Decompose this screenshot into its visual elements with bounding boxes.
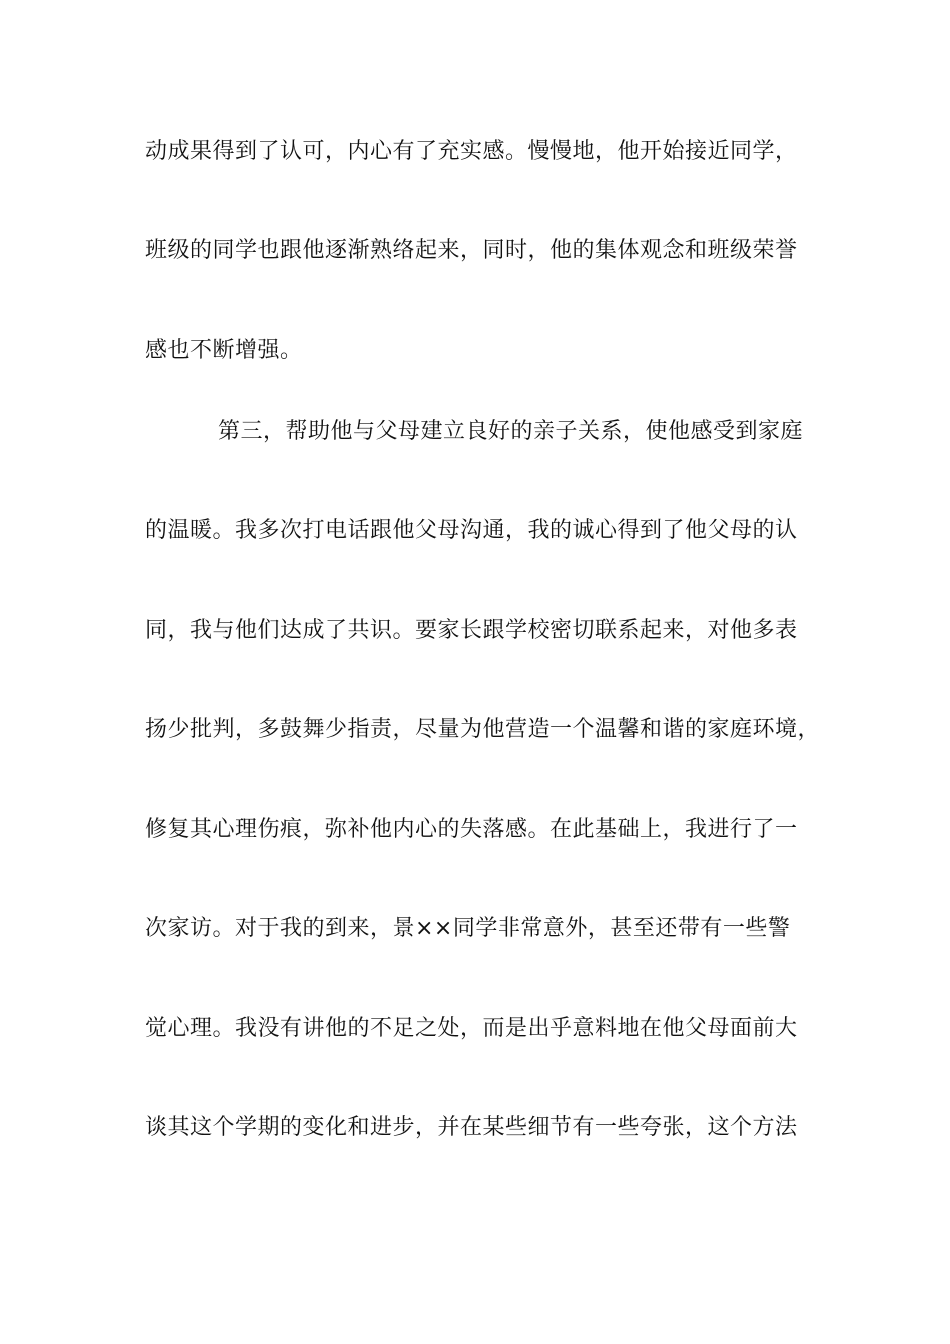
text-line-5: 的温暖。我多次打电话跟他父母沟通，我的诚心得到了他父母的认 <box>145 518 798 543</box>
text-line-1: 动成果得到了认可，内心有了充实感。慢慢地，他开始接近同学， <box>145 139 798 164</box>
text-line-11: 谈其这个学期的变化和进步，并在某些细节有一些夸张，这个方法 <box>145 1115 798 1140</box>
text-line-8: 修复其心理伤痕，弥补他内心的失落感。在此基础上，我进行了一 <box>145 817 798 842</box>
text-line-6: 同，我与他们达成了共识。要家长跟学校密切联系起来，对他多表 <box>145 618 798 643</box>
text-line-9: 次家访。对于我的到来，景××同学非常意外，甚至还带有一些警 <box>145 916 791 941</box>
text-line-7: 扬少批判，多鼓舞少指责，尽量为他营造一个温馨和谐的家庭环境， <box>145 717 821 742</box>
text-line-3: 感也不断增强。 <box>145 338 303 363</box>
text-line-10: 觉心理。我没有讲他的不足之处，而是出乎意料地在他父母面前大 <box>145 1016 798 1041</box>
text-line-2: 班级的同学也跟他逐渐熟络起来，同时，他的集体观念和班级荣誉 <box>145 238 798 263</box>
text-line-4-paragraph-start: 第三，帮助他与父母建立良好的亲子关系，使他感受到家庭 <box>218 419 804 444</box>
